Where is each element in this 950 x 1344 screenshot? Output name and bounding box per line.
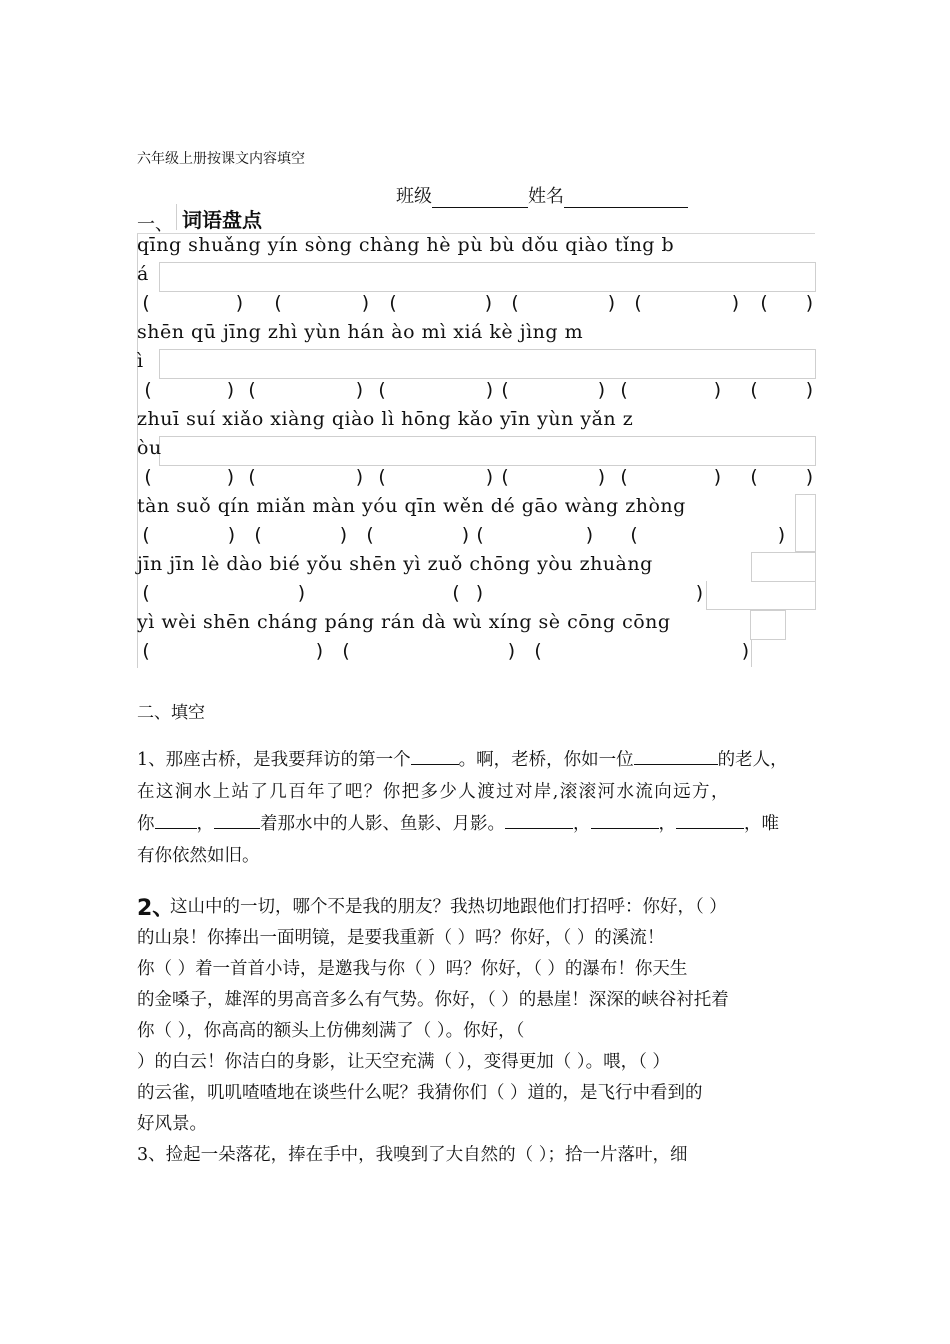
paren: ( <box>474 524 486 546</box>
paren: ( <box>140 640 152 662</box>
answer-box[interactable] <box>795 494 816 552</box>
paren: ( <box>376 379 388 401</box>
paren: ) <box>596 466 608 488</box>
pinyin-row: jīn jīn lè dào bié yǒu shēn yì zuǒ chōng yòu zhuàng <box>137 553 653 575</box>
paren: ( <box>272 292 284 314</box>
paren: ( <box>628 524 640 546</box>
pinyin-row: zhuī suí xiǎo xiàng qiào lì hōng kǎo yīn yùn yǎn z <box>137 408 634 430</box>
paren: ( <box>364 524 376 546</box>
q3-number: 3、 <box>137 1145 166 1165</box>
answer-box[interactable] <box>706 581 816 610</box>
q2-line: 好风景。 <box>137 1114 207 1134</box>
page-title: 六年级上册按课文内容填空 <box>137 151 305 167</box>
paren: ( <box>618 466 630 488</box>
blank-field[interactable] <box>505 810 573 829</box>
q1-number: 1、 <box>137 750 166 770</box>
blank-field[interactable] <box>214 810 260 829</box>
paren: ) <box>712 379 724 401</box>
q1-line2: 在这涧水上站了几百年了吧？你把多少人渡过对岸,滚滚河水流向远方， <box>137 782 730 802</box>
paren: ) <box>225 466 237 488</box>
paren: ( <box>142 379 154 401</box>
blank-field[interactable] <box>155 810 197 829</box>
paren: ( <box>387 292 399 314</box>
paren: ( <box>376 466 388 488</box>
q1-text: ， <box>658 814 676 834</box>
paren: ( <box>499 466 511 488</box>
section2-title: 二、填空 <box>137 703 205 723</box>
paren: ( <box>748 466 760 488</box>
pinyin-row: shēn qū jīng zhì yùn hán ào mì xiá kè jìng m <box>137 321 584 343</box>
paren: ( <box>450 582 462 604</box>
paren: ( <box>140 582 152 604</box>
q1-text: 那座古桥，是我要拜访的第一个 <box>165 750 411 770</box>
q1-text: ， <box>573 814 591 834</box>
paren: ( <box>632 292 644 314</box>
name-field[interactable] <box>564 187 688 208</box>
paren: ) <box>694 582 706 604</box>
paren: ) <box>584 524 596 546</box>
paren: ( <box>246 466 258 488</box>
q2-line: 的金嗓子，雄浑的男高音多么有气势。你好，（ ）的悬崖！深深的峡谷衬托着 <box>137 990 729 1010</box>
pinyin-row: tàn suǒ qín miǎn màn yóu qīn wěn dé gāo wàng zhòng <box>137 495 686 517</box>
name-label: 姓名 <box>528 186 564 207</box>
pinyin-row: yì wèi shēn cháng páng rán dà wù xíng sè cōng cōng <box>137 611 671 633</box>
class-field[interactable] <box>432 187 528 208</box>
q2-line: 你（ ），你高高的额头上仿佛刻满了（ ）。你好，（ <box>137 1021 525 1041</box>
paren: ) <box>234 292 246 314</box>
paren: ) <box>314 640 326 662</box>
q1-text: 你 <box>137 814 155 834</box>
paren: ( <box>509 292 521 314</box>
q2-line: ）的白云！你洁白的身影，让天空充满（ ），变得更加（ ）。喂，（ ） <box>137 1052 670 1072</box>
q3-line <box>137 1139 687 1171</box>
paren: ) <box>730 292 742 314</box>
blank-field[interactable] <box>676 810 744 829</box>
section1-title: 词语盘点 <box>182 208 262 232</box>
paren: ) <box>474 582 486 604</box>
blank-field[interactable] <box>591 810 659 829</box>
paren: ) <box>804 466 816 488</box>
paren: ) <box>740 640 752 662</box>
answer-box[interactable] <box>159 436 816 466</box>
paren: ) <box>804 292 816 314</box>
student-info <box>396 182 688 208</box>
paren: ) <box>460 524 472 546</box>
q1-line4: 有你依然如旧。 <box>137 846 260 866</box>
paren: ( <box>140 292 152 314</box>
paren: ) <box>225 379 237 401</box>
q2-line: 的云雀，叽叽喳喳地在谈些什么呢？我猜你们（ ）道的，是飞行中看到的 <box>137 1083 703 1103</box>
frame-line <box>176 204 181 230</box>
answer-box[interactable] <box>159 262 816 292</box>
class-label: 班级 <box>396 186 432 207</box>
paren: ) <box>606 292 618 314</box>
paren: ) <box>506 640 518 662</box>
q2-line: 的山泉！你捧出一面明镜，是要我重新（ ）吗？你好，（ ）的溪流！ <box>137 928 665 948</box>
q1-text: ，唯 <box>744 814 779 834</box>
q1-line1 <box>137 744 788 776</box>
q1-text: 的老人， <box>717 750 788 770</box>
paren: ) <box>776 524 788 546</box>
paren: ( <box>252 524 264 546</box>
answer-box[interactable] <box>750 610 786 640</box>
paren: ) <box>483 292 495 314</box>
paren: ( <box>618 379 630 401</box>
answer-box[interactable] <box>751 552 816 582</box>
paren: ) <box>360 292 372 314</box>
blank-field[interactable] <box>411 746 459 765</box>
q3-text: 捡起一朵落花，捧在手中，我嗅到了大自然的（ ）；拾一片落叶，细 <box>165 1145 688 1165</box>
pinyin-row: qīng shuǎng yín sòng chàng hè pù bù dǒu qiào tǐng b <box>137 234 675 256</box>
paren: ( <box>748 379 760 401</box>
paren: ( <box>499 379 511 401</box>
answer-box[interactable] <box>159 349 816 379</box>
paren: ( <box>142 466 154 488</box>
paren: ( <box>758 292 770 314</box>
pinyin-wrap: òu <box>137 437 162 459</box>
q1-line3 <box>137 808 779 840</box>
q1-text: 着那水中的人影、鱼影、月影。 <box>260 814 505 834</box>
paren: ) <box>712 466 724 488</box>
paren: ) <box>804 379 816 401</box>
paren: ( <box>340 640 352 662</box>
pinyin-wrap: á <box>137 263 149 285</box>
paren: ) <box>484 379 496 401</box>
q2-line: 这山中的一切，哪个不是我的朋友？我热切地跟他们打招呼：你好，（ ） <box>170 897 727 917</box>
blank-field[interactable] <box>634 746 718 765</box>
paren: ) <box>354 379 366 401</box>
paren: ) <box>596 379 608 401</box>
paren: ( <box>140 524 152 546</box>
paren: ( <box>532 640 544 662</box>
paren: ) <box>226 524 238 546</box>
section1-number: 一、 <box>137 214 173 235</box>
q1-text: ， <box>196 814 214 834</box>
paren: ) <box>296 582 308 604</box>
paren: ( <box>246 379 258 401</box>
pinyin-wrap: ì <box>137 350 144 372</box>
q2-number: 2、 <box>137 896 175 921</box>
paren: ) <box>338 524 350 546</box>
paren: ) <box>484 466 496 488</box>
q1-text: 。啊，老桥，你如一位 <box>458 750 634 770</box>
paren: ) <box>354 466 366 488</box>
q2-line: 你（ ）着一首首小诗，是邀我与你（ ）吗？你好，（ ）的瀑布！你天生 <box>137 959 688 979</box>
